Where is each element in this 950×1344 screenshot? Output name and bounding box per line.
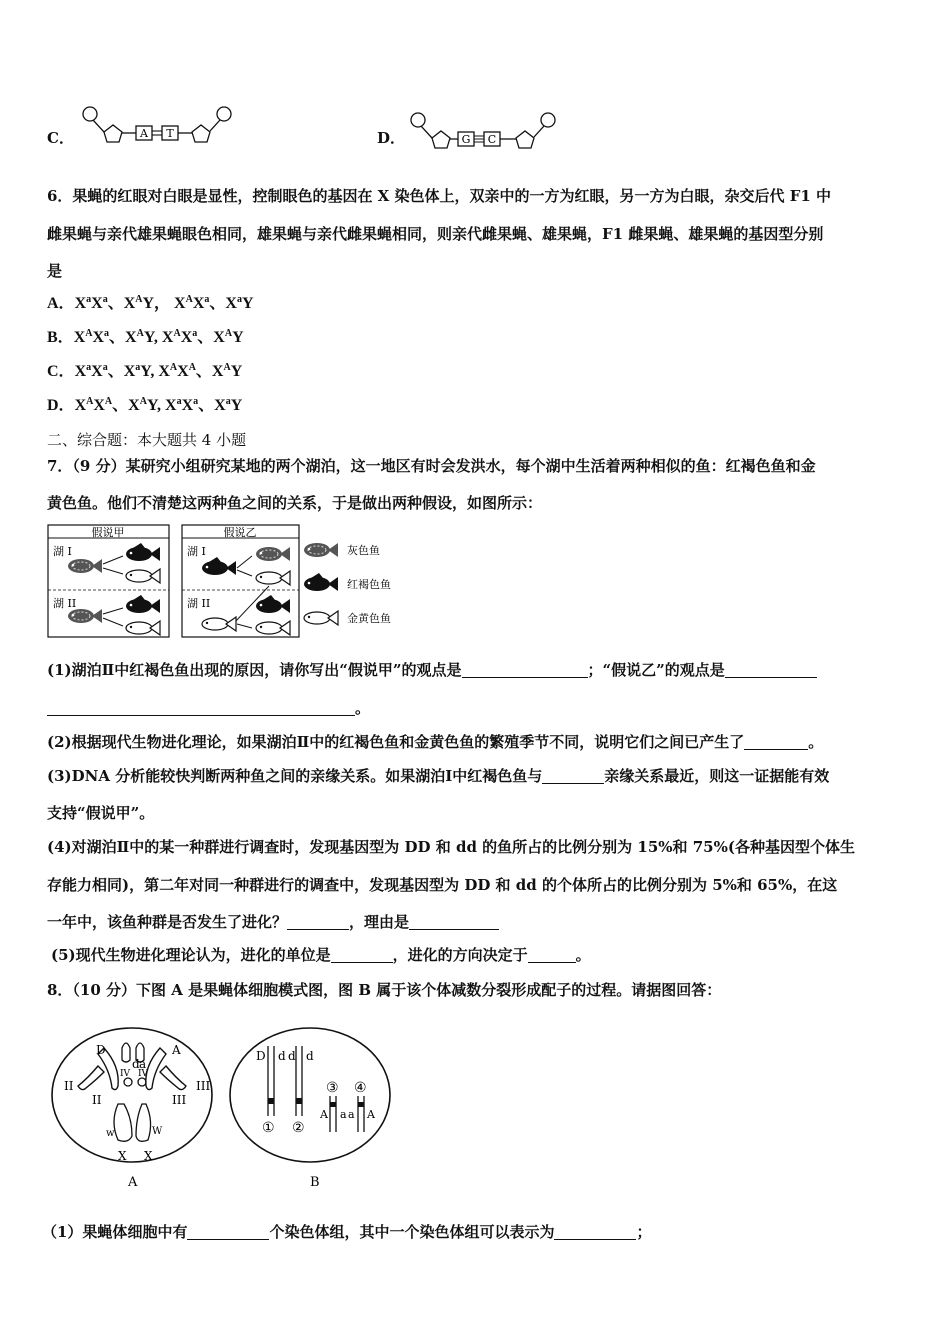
q7-part-5-end: 。: [575, 946, 591, 964]
q6-option-b-label: B．: [47, 329, 74, 346]
hypothesis-b-title: 假说乙: [223, 526, 257, 539]
legend-red-brown-fish: 红褐色鱼: [347, 578, 391, 591]
nucleotide-pair-d-diagram: [408, 110, 563, 156]
base-2-label: C: [487, 133, 497, 146]
q7-part-5-text-b: ，进化的方向决定于: [392, 946, 528, 964]
q7-part-2-blank[interactable]: [744, 733, 808, 750]
fig-b-caption: B: [310, 1175, 320, 1190]
fig-a-II-right: II: [92, 1093, 102, 1107]
legend-golden-fish: 金黄色鱼: [347, 612, 391, 625]
q7-part-1-blank-a[interactable]: [462, 661, 588, 678]
q7-part-2: [47, 732, 823, 752]
fig-a-D-label: D: [96, 1043, 106, 1057]
legend-gray-fish: 灰色鱼: [347, 544, 380, 557]
hyp-b-lake-2-label: 湖 II: [187, 597, 211, 610]
fig-a-d-label: d: [132, 1057, 140, 1071]
q7-part-1-end: 。: [355, 699, 371, 717]
q7-part-4-blank-a[interactable]: [287, 913, 349, 930]
fig-b-a-label-2: a: [348, 1108, 355, 1121]
q7-part-1-text-a: (1)湖泊Ⅱ中红褐色鱼出现的原因，请你写出“假说甲”的观点是: [47, 661, 462, 679]
q7-part-5-blank-a[interactable]: [331, 946, 393, 963]
hypothesis-figure: [47, 524, 407, 640]
fig-a-A-label: A: [172, 1043, 181, 1057]
fig-a-II-left: II: [64, 1079, 74, 1093]
q7-part-3: [47, 766, 829, 786]
q6-option-c-label: C．: [47, 363, 75, 380]
fig-b-a-label-1: a: [340, 1108, 347, 1121]
q7-part-1-blank-b-continued[interactable]: [47, 699, 355, 716]
fig-a-IV-left: IV: [120, 1069, 131, 1079]
hypothesis-a-title: 假说甲: [91, 526, 125, 539]
q7-part-2-end: 。: [808, 733, 824, 751]
q6-stem-line-2: 雌果蝇与亲代雄果蝇眼色相同，雄果蝇与亲代雌果蝇相同，则亲代雌果蝇、雄果蝇，F1 雌果蝇、雄果蝇的基因型分别: [47, 225, 824, 243]
q8-part-1-text-a: （1）果蝇体细胞中有: [42, 1223, 188, 1241]
fig-a-III-left: III: [172, 1093, 187, 1107]
fig-b-D-label: D: [256, 1049, 266, 1063]
fig-b-d-label-2: d: [288, 1049, 296, 1063]
q6-stem-line-1: 6．果蝇的红眼对白眼是显性，控制眼色的基因在 X 染色体上，双亲中的一方为红眼，另一方为白眼，杂交后代 F1 中: [47, 187, 832, 205]
q6-option-b[interactable]: B．$X^AX^a$、$X^AY$, $X^AX^a$、$X^AY$: [47, 328, 244, 346]
fig-a-X-right: X: [144, 1149, 153, 1163]
option-c-label: C．: [47, 129, 74, 147]
q7-part-1-text-b: ；“假说乙”的观点是: [587, 661, 725, 679]
q8-part-1-blank-b[interactable]: [554, 1223, 636, 1240]
q6-option-a[interactable]: A．$X^aX^a$、$X^AY$， $X^AX^a$、$X^aY$: [47, 294, 254, 312]
fig-a-III-right: III: [196, 1079, 211, 1093]
q7-stem-line-1: 7．（9 分）某研究小组研究某地的两个湖泊，这一地区有时会发洪水，每个湖中生活着两种相似的鱼：红褐色鱼和金: [47, 457, 816, 475]
q7-part-4-blank-b[interactable]: [409, 913, 499, 930]
hyp-b-lake-1-label: 湖 I: [187, 545, 206, 558]
fig-a-W-label: W: [152, 1126, 163, 1137]
hyp-a-lake-2-label: 湖 II: [53, 597, 77, 610]
hyp-a-lake-1-label: 湖 I: [53, 545, 72, 558]
q7-part-4-line-3: [47, 912, 499, 932]
q7-part-4-line-2: 存能力相同)，第二年对同一种群进行的调查中，发现基因型为 DD 和 dd 的个体所占的比例分别为 5%和 65%，在这: [47, 876, 838, 894]
q7-part-3-text-b: 亲缘关系最近，则这一证据能有效: [604, 767, 830, 785]
fruit-fly-cell-figure: [48, 1026, 403, 1194]
q7-part-2-text: (2)根据现代生物进化理论，如果湖泊Ⅱ中的红褐色鱼和金黄色鱼的繁殖季节不同，说明它们之间已产生了: [47, 733, 745, 751]
q7-part-1-continued: [47, 698, 370, 718]
q7-part-5: [51, 945, 591, 965]
q7-part-5-blank-b[interactable]: [528, 946, 576, 963]
fig-b-d-label-3: d: [306, 1049, 314, 1063]
q7-part-4-text-a: 一年中，该鱼种群是否发生了进化？: [47, 913, 288, 931]
fig-a-w-label: w: [106, 1128, 115, 1139]
fig-b-A-label: A: [320, 1108, 328, 1121]
fig-b-circle-1: ①: [262, 1120, 275, 1136]
fig-b-A-label-2: A: [367, 1108, 375, 1121]
base-1-label: A: [140, 127, 148, 140]
q8-part-1-end: ；: [636, 1223, 652, 1241]
q6-option-d[interactable]: D．$X^AX^A$、$X^AY$, $X^aX^a$、$X^aY$: [47, 396, 243, 414]
q6-option-a-label: A．: [47, 295, 75, 312]
q7-part-4-line-1: (4)对湖泊Ⅱ中的某一种群进行调查时，发现基因型为 DD 和 dd 的鱼所占的比例分别为 15%和 75%(各种基因型个体生: [47, 838, 855, 856]
q7-part-3-line-2: 支持“假说甲”。: [47, 804, 155, 822]
fig-a-IV-right: IV: [138, 1069, 149, 1079]
q6-option-c[interactable]: C．$X^aX^a$、$X^aY$, $X^AX^A$、$X^AY$: [47, 362, 243, 380]
q7-part-1: [47, 660, 817, 680]
q7-part-5-text-a: (5)现代生物进化理论认为，进化的单位是: [51, 946, 331, 964]
section-2-heading: 二、综合题：本大题共 4 小题: [47, 431, 247, 449]
q7-part-1-blank-b[interactable]: [725, 661, 817, 678]
q7-stem-line-2: 黄色鱼。他们不清楚这两种鱼之间的关系，于是做出两种假设，如图所示：: [47, 494, 543, 512]
nucleotide-pair-c-diagram: [80, 104, 235, 150]
fig-a-caption: A: [128, 1175, 138, 1190]
fig-a-a-label: a: [139, 1057, 147, 1071]
fig-a-X-left: X: [118, 1149, 127, 1163]
q7-part-3-text-a: (3)DNA 分析能较快判断两种鱼之间的亲缘关系。如果湖泊Ⅰ中红褐色鱼与: [47, 767, 543, 785]
q8-stem: 8．（10 分）下图 A 是果蝇体细胞模式图，图 B 属于该个体减数分裂形成配子的过程。请据图回答：: [47, 981, 722, 999]
fig-b-d-label-1: d: [278, 1049, 286, 1063]
q6-stem-line-3: 是: [47, 262, 63, 280]
q8-part-1: [42, 1222, 651, 1242]
option-d-label: D．: [377, 129, 406, 147]
q7-part-3-blank[interactable]: [542, 767, 604, 784]
q7-part-4-text-b: ，理由是: [349, 913, 410, 931]
fig-b-circle-4: ④: [354, 1080, 367, 1096]
base-1-label: G: [461, 133, 471, 146]
fig-b-circle-2: ②: [292, 1120, 305, 1136]
q6-option-d-label: D．: [47, 397, 75, 414]
fig-b-circle-3: ③: [326, 1080, 339, 1096]
q8-part-1-text-b: 个染色体组，其中一个染色体组可以表示为: [269, 1223, 555, 1241]
q8-part-1-blank-a[interactable]: [187, 1223, 269, 1240]
base-2-label: T: [166, 127, 174, 140]
